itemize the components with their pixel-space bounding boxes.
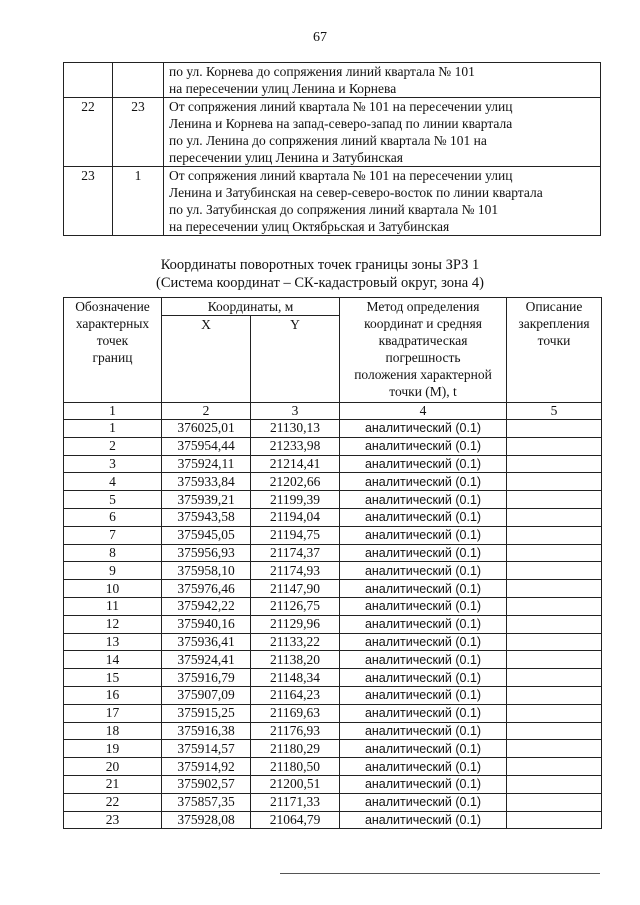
coord-y: 21180,50 — [251, 758, 340, 776]
coord-x: 375916,38 — [162, 722, 251, 740]
fixing-description — [507, 775, 602, 793]
table-row — [64, 669, 602, 687]
point-number: 5 — [64, 491, 162, 509]
header-designation — [64, 298, 162, 403]
coord-y: 21174,93 — [251, 562, 340, 580]
header-line: Обозначение — [75, 299, 150, 314]
table-row — [64, 597, 602, 615]
column-number: 2 — [162, 403, 251, 420]
column-number-row — [64, 403, 602, 420]
table-row — [64, 491, 602, 509]
description-line: Ленина и Корнева на запад-северо-запад по линии квартала — [169, 116, 513, 131]
coord-y: 21169,63 — [251, 704, 340, 722]
column-number: 3 — [251, 403, 340, 420]
fixing-description — [507, 526, 602, 544]
coord-x: 376025,01 — [162, 420, 251, 438]
method-value: аналитический (0.1) — [340, 544, 507, 562]
fixing-description — [507, 740, 602, 758]
fixing-description — [507, 420, 602, 438]
fixing-description — [507, 437, 602, 455]
method-value: аналитический (0.1) — [340, 580, 507, 598]
coord-x: 375943,58 — [162, 508, 251, 526]
section-title — [0, 256, 640, 292]
header-line: погрешность — [385, 350, 461, 365]
coord-y: 21126,75 — [251, 597, 340, 615]
point-to: 1 — [113, 167, 164, 236]
point-number: 7 — [64, 526, 162, 544]
method-value: аналитический (0.1) — [340, 597, 507, 615]
method-value: аналитический (0.1) — [340, 775, 507, 793]
description-line: по ул. Затубинская до сопряжения линий квартала № 101 — [169, 202, 499, 217]
boundary-description — [164, 98, 601, 167]
coord-x: 375956,93 — [162, 544, 251, 562]
point-number: 17 — [64, 704, 162, 722]
coord-y: 21180,29 — [251, 740, 340, 758]
method-value: аналитический (0.1) — [340, 686, 507, 704]
header-description — [507, 298, 602, 403]
point-number: 2 — [64, 437, 162, 455]
point-number: 20 — [64, 758, 162, 776]
point-number: 3 — [64, 455, 162, 473]
table-row — [64, 437, 602, 455]
description-line: на пересечении улиц Октябрьская и Затубинская — [169, 219, 450, 234]
point-from: 23 — [64, 167, 113, 236]
fixing-description — [507, 473, 602, 491]
coord-x: 375942,22 — [162, 597, 251, 615]
description-line: От сопряжения линий квартала № 101 на пересечении улиц — [169, 99, 513, 114]
header-line: Описание — [525, 299, 583, 314]
header-line: границ — [92, 350, 133, 365]
fixing-description — [507, 811, 602, 829]
coord-y: 21138,20 — [251, 651, 340, 669]
fixing-description — [507, 597, 602, 615]
bottom-rule — [280, 873, 600, 874]
coord-x: 375924,41 — [162, 651, 251, 669]
coord-y: 21200,51 — [251, 775, 340, 793]
coord-y: 21164,23 — [251, 686, 340, 704]
fixing-description — [507, 669, 602, 687]
table-row — [64, 562, 602, 580]
table-row — [64, 758, 602, 776]
header-coordinates: Координаты, м — [162, 298, 340, 316]
point-number: 8 — [64, 544, 162, 562]
header-line: закрепления — [518, 316, 590, 331]
point-number: 18 — [64, 722, 162, 740]
description-line: на пересечении улиц Ленина и Корнева — [169, 81, 397, 96]
coord-x: 375915,25 — [162, 704, 251, 722]
coord-x: 375914,57 — [162, 740, 251, 758]
method-value: аналитический (0.1) — [340, 615, 507, 633]
section-title-line-2: (Система координат – СК-кадастровый округ, зона 4) — [156, 275, 484, 291]
coord-y: 21194,75 — [251, 526, 340, 544]
method-value: аналитический (0.1) — [340, 437, 507, 455]
point-number: 9 — [64, 562, 162, 580]
fixing-description — [507, 633, 602, 651]
method-value: аналитический (0.1) — [340, 669, 507, 687]
header-line: координат и средняя — [364, 316, 482, 331]
coord-y: 21133,22 — [251, 633, 340, 651]
point-number: 13 — [64, 633, 162, 651]
coordinates-table — [63, 297, 602, 829]
point-number: 23 — [64, 811, 162, 829]
method-value: аналитический (0.1) — [340, 811, 507, 829]
coord-x: 375916,79 — [162, 669, 251, 687]
point-to — [113, 63, 164, 98]
point-number: 14 — [64, 651, 162, 669]
point-from: 22 — [64, 98, 113, 167]
point-number: 1 — [64, 420, 162, 438]
method-value: аналитический (0.1) — [340, 704, 507, 722]
boundary-description-table — [63, 62, 601, 236]
fixing-description — [507, 562, 602, 580]
column-number: 5 — [507, 403, 602, 420]
fixing-description — [507, 651, 602, 669]
boundary-description — [164, 167, 601, 236]
header-line: положения характерной — [354, 367, 492, 382]
point-number: 4 — [64, 473, 162, 491]
method-value: аналитический (0.1) — [340, 508, 507, 526]
description-line: От сопряжения линий квартала № 101 на пересечении улиц — [169, 168, 513, 183]
table-row — [64, 420, 602, 438]
coord-y: 21130,13 — [251, 420, 340, 438]
coord-x: 375857,35 — [162, 793, 251, 811]
coord-x: 375976,46 — [162, 580, 251, 598]
header-line: точки — [537, 333, 571, 348]
header-line: Метод определения — [366, 299, 480, 314]
fixing-description — [507, 491, 602, 509]
fixing-description — [507, 722, 602, 740]
coord-y: 21202,66 — [251, 473, 340, 491]
header-line: точки (М), t — [389, 384, 457, 399]
description-line: Ленина и Затубинская на север-северо-восток по линии квартала — [169, 185, 543, 200]
point-number: 22 — [64, 793, 162, 811]
coord-y: 21148,34 — [251, 669, 340, 687]
coord-y: 21214,41 — [251, 455, 340, 473]
coord-x: 375928,08 — [162, 811, 251, 829]
coord-y: 21174,37 — [251, 544, 340, 562]
method-value: аналитический (0.1) — [340, 526, 507, 544]
description-line: по ул. Ленина до сопряжения линий квартала № 101 на — [169, 133, 487, 148]
method-value: аналитический (0.1) — [340, 473, 507, 491]
point-number: 10 — [64, 580, 162, 598]
table-row — [64, 544, 602, 562]
method-value: аналитический (0.1) — [340, 455, 507, 473]
header-line: квадратическая — [378, 333, 468, 348]
method-value: аналитический (0.1) — [340, 758, 507, 776]
coord-y: 21147,90 — [251, 580, 340, 598]
fixing-description — [507, 704, 602, 722]
coord-y: 21064,79 — [251, 811, 340, 829]
page-number: 67 — [313, 30, 327, 45]
point-from — [64, 63, 113, 98]
table-row — [64, 508, 602, 526]
coord-y: 21199,39 — [251, 491, 340, 509]
point-number: 19 — [64, 740, 162, 758]
section-title-line-1: Координаты поворотных точек границы зоны ЗРЗ 1 — [160, 257, 480, 273]
table-row — [64, 811, 602, 829]
boundary-description — [164, 63, 601, 98]
table-row — [64, 455, 602, 473]
header-y: Y — [251, 316, 340, 403]
coord-x: 375954,44 — [162, 437, 251, 455]
method-value: аналитический (0.1) — [340, 491, 507, 509]
header-x: X — [162, 316, 251, 403]
table-row — [64, 633, 602, 651]
point-number: 6 — [64, 508, 162, 526]
coord-y: 21233,98 — [251, 437, 340, 455]
point-number: 21 — [64, 775, 162, 793]
header-line: характерных — [75, 316, 150, 331]
table-row — [64, 740, 602, 758]
table-row — [64, 526, 602, 544]
point-number: 15 — [64, 669, 162, 687]
header-line: точек — [96, 333, 129, 348]
coord-x: 375939,21 — [162, 491, 251, 509]
method-value: аналитический (0.1) — [340, 722, 507, 740]
method-value: аналитический (0.1) — [340, 562, 507, 580]
boundary-row — [64, 98, 601, 167]
fixing-description — [507, 615, 602, 633]
point-number: 12 — [64, 615, 162, 633]
description-line: по ул. Корнева до сопряжения линий квартала № 101 — [169, 64, 475, 79]
fixing-description — [507, 455, 602, 473]
coord-x: 375936,41 — [162, 633, 251, 651]
coord-y: 21176,93 — [251, 722, 340, 740]
coord-x: 375933,84 — [162, 473, 251, 491]
coord-x: 375914,92 — [162, 758, 251, 776]
table-row — [64, 704, 602, 722]
table-row — [64, 722, 602, 740]
method-value: аналитический (0.1) — [340, 740, 507, 758]
coord-x: 375924,11 — [162, 455, 251, 473]
coord-y: 21129,96 — [251, 615, 340, 633]
header-method — [340, 298, 507, 403]
point-number: 16 — [64, 686, 162, 704]
column-number: 4 — [340, 403, 507, 420]
point-number: 11 — [64, 597, 162, 615]
fixing-description — [507, 508, 602, 526]
method-value: аналитический (0.1) — [340, 420, 507, 438]
table-row — [64, 473, 602, 491]
description-line: пересечении улиц Ленина и Затубинская — [169, 150, 403, 165]
table-row — [64, 686, 602, 704]
coord-y: 21171,33 — [251, 793, 340, 811]
table-row — [64, 580, 602, 598]
fixing-description — [507, 580, 602, 598]
coord-x: 375902,57 — [162, 775, 251, 793]
boundary-row — [64, 167, 601, 236]
column-number: 1 — [64, 403, 162, 420]
coord-x: 375958,10 — [162, 562, 251, 580]
point-to: 23 — [113, 98, 164, 167]
method-value: аналитический (0.1) — [340, 651, 507, 669]
coord-y: 21194,04 — [251, 508, 340, 526]
boundary-row — [64, 63, 601, 98]
fixing-description — [507, 793, 602, 811]
coord-x: 375945,05 — [162, 526, 251, 544]
table-row — [64, 615, 602, 633]
table-row — [64, 793, 602, 811]
method-value: аналитический (0.1) — [340, 793, 507, 811]
table-row — [64, 651, 602, 669]
coord-x: 375940,16 — [162, 615, 251, 633]
coord-x: 375907,09 — [162, 686, 251, 704]
fixing-description — [507, 544, 602, 562]
method-value: аналитический (0.1) — [340, 633, 507, 651]
fixing-description — [507, 758, 602, 776]
table-row — [64, 775, 602, 793]
fixing-description — [507, 686, 602, 704]
